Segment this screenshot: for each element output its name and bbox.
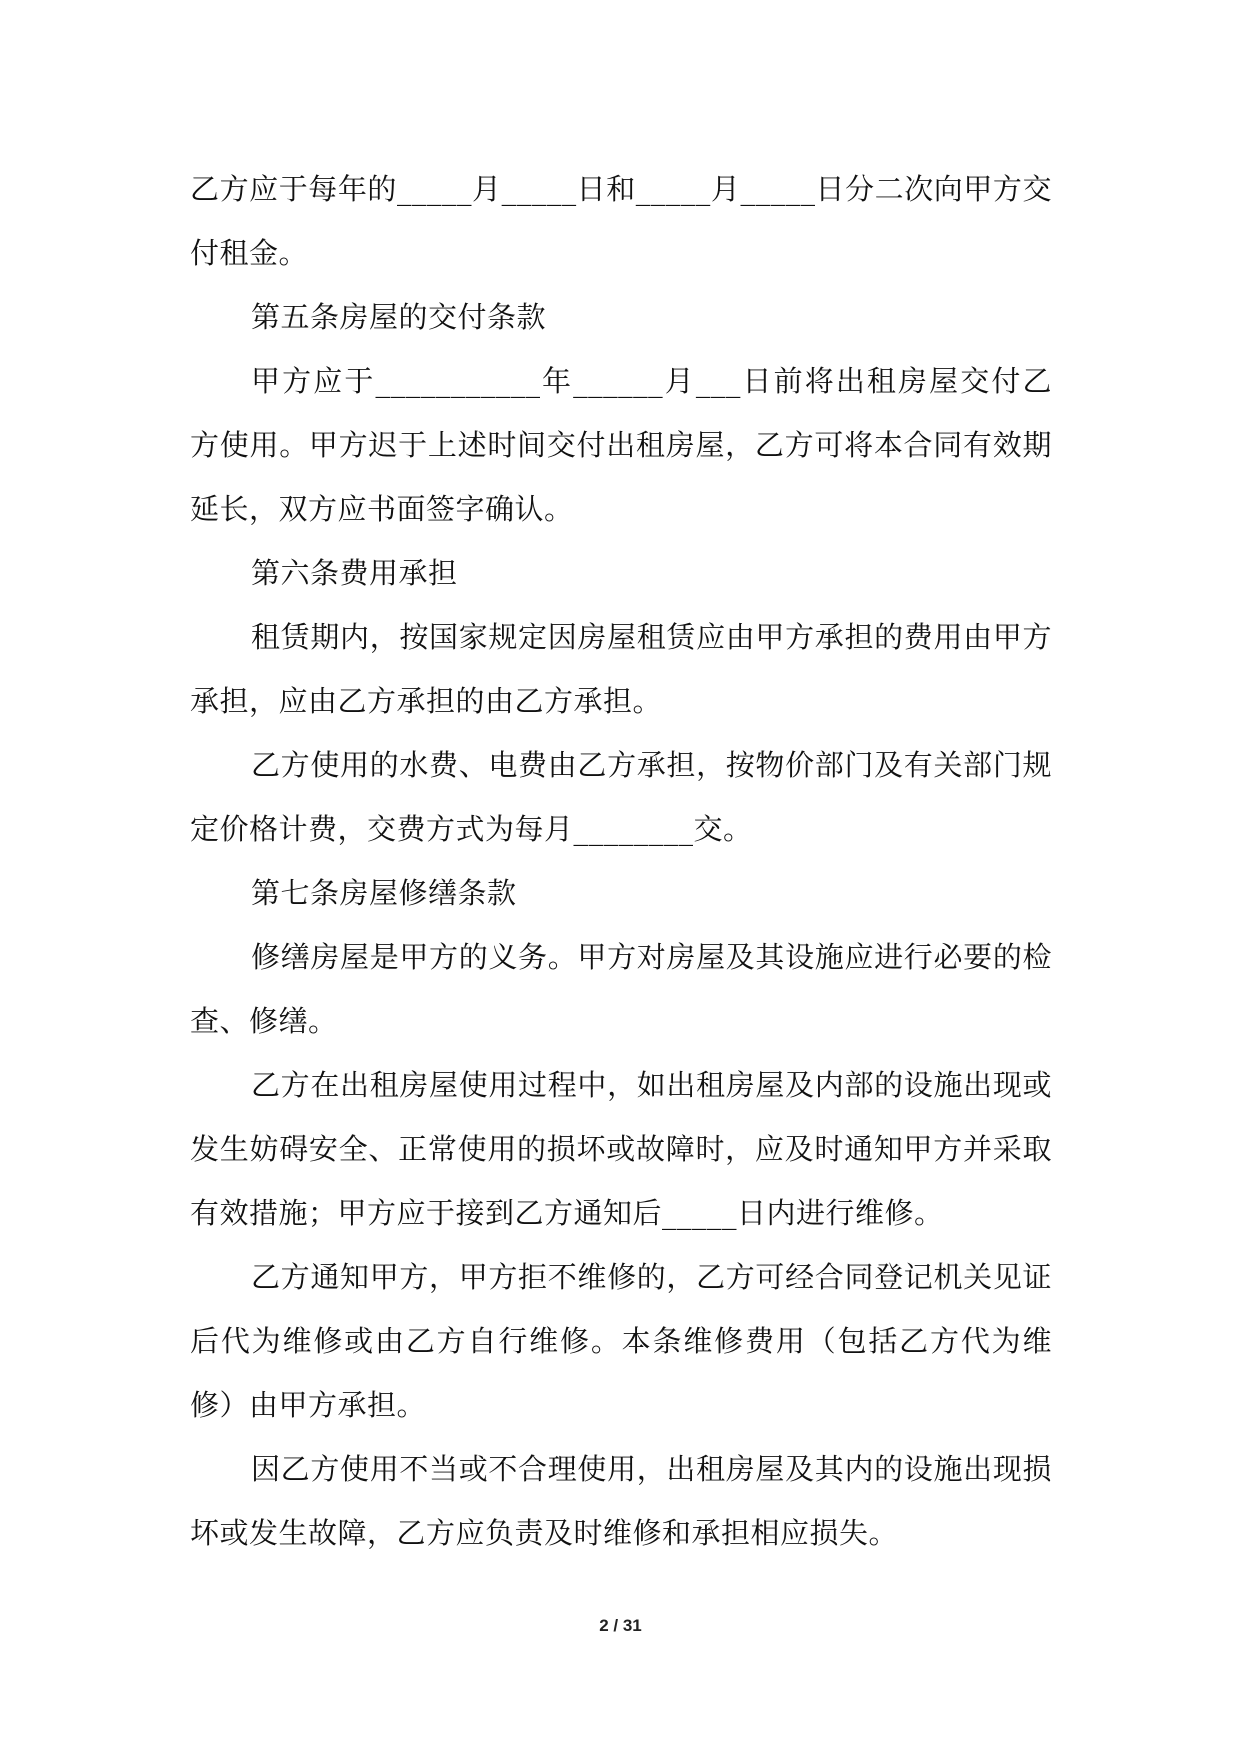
- paragraph-8: 因乙方使用不当或不合理使用，出租房屋及其内的设施出现损坏或发生故障，乙方应负责及时维修和承担相应损失。: [190, 1452, 1052, 1550]
- paragraph-1: 乙方应于每年的_____月_____日和_____月_____日分二次向甲方交付租金。: [190, 172, 1052, 270]
- paragraph-4: 乙方使用的水费、电费由乙方承担，按物价部门及有关部门规定价格计费，交费方式为每月________交。: [190, 748, 1052, 846]
- section-heading-5: 第五条房屋的交付条款: [251, 300, 547, 334]
- paragraph-3: 租赁期内，按国家规定因房屋租赁应由甲方承担的费用由甲方承担，应由乙方承担的由乙方承担。: [190, 620, 1052, 718]
- document-body: [190, 157, 1052, 1565]
- paragraph-7: 乙方通知甲方，甲方拒不维修的，乙方可经合同登记机关见证后代为维修或由乙方自行维修。本条维修费用（包括乙方代为维修）由甲方承担。: [190, 1260, 1052, 1422]
- paragraph-6: 乙方在出租房屋使用过程中，如出租房屋及内部的设施出现或发生妨碍安全、正常使用的损坏或故障时，应及时通知甲方并采取有效措施；甲方应于接到乙方通知后_____日内进行维修。: [190, 1068, 1052, 1230]
- section-heading-6: 第六条费用承担: [251, 556, 458, 590]
- section-heading-7: 第七条房屋修缮条款: [251, 876, 517, 910]
- page-number: 2 / 31: [599, 1616, 642, 1635]
- paragraph-5: 修缮房屋是甲方的义务。甲方对房屋及其设施应进行必要的检查、修缮。: [190, 940, 1052, 1038]
- paragraph-2: 甲方应于___________年______月___日前将出租房屋交付乙方使用。甲方迟于上述时间交付出租房屋，乙方可将本合同有效期延长，双方应书面签字确认。: [190, 364, 1052, 526]
